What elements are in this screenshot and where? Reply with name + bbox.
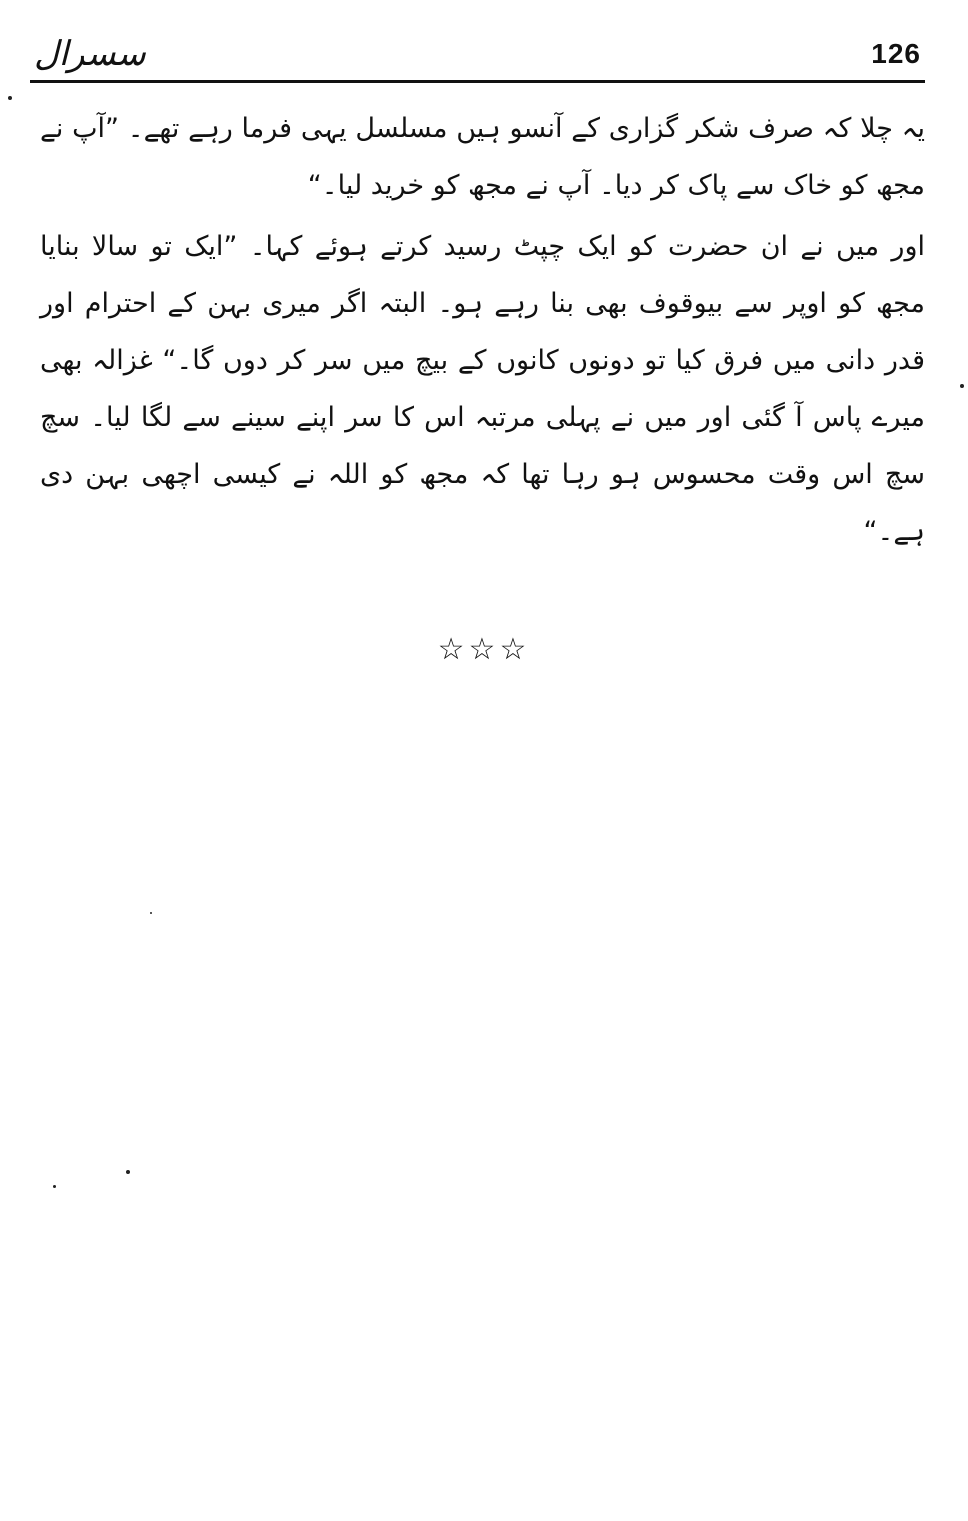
paragraph-1: یہ چلا کہ صرف شکر گزاری کے آنسو ہیں مسلسل یہی فرما رہے تھے۔ ”آپ نے مجھ کو خاک سے پاک کر دیا۔ آپ نے مجھ کو خرید لیا۔“ [40,113,925,201]
scan-speck [8,96,12,100]
scan-speck [960,384,964,388]
section-divider-stars: ☆☆☆ [437,632,531,667]
scan-speck [53,1185,56,1188]
body-text [40,100,925,560]
page-header [30,22,925,82]
paragraph-2: اور میں نے ان حضرت کو ایک چپٹ رسید کرتے ہوئے کہا۔ ”ایک تو سالا بنایا مجھ کو اوپر سے بیوقوف بھی بنا رہے ہو۔ البتہ اگر میری بہن کے احترام اور قدر دانی میں فرق کیا تو دونوں کانوں کے بیچ میں سر کر دوں گا۔“ غزالہ بھی میرے پاس آ گئی اور میں نے پہلی مرتبہ اس کا سر اپنے سینے سے لگا لیا۔ سچ سچ اس وقت محسوس ہو رہا تھا کہ مجھ کو اللہ نے کیسی اچھی بہن دی ہے۔“ [40,231,925,547]
header-rule [30,80,925,83]
running-title: سسرال [34,34,146,74]
scan-speck [126,1170,130,1174]
scan-speck [150,912,152,914]
page-number: 126 [871,38,921,69]
